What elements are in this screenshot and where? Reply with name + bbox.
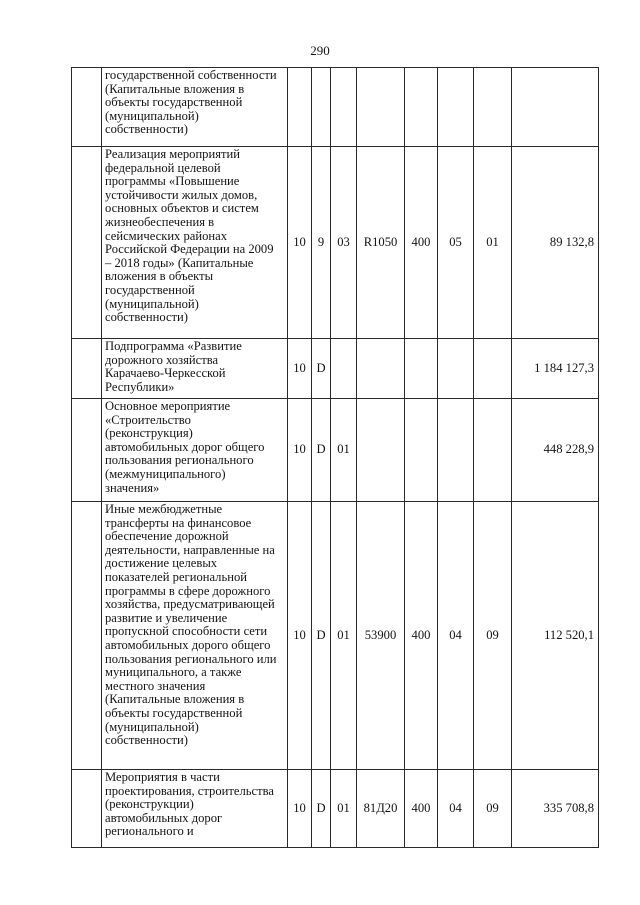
number-cell bbox=[72, 502, 102, 770]
code-cell: D bbox=[312, 502, 331, 770]
description-cell: Подпрограмма «Развитие дорожного хозяйства Карачаево-Черкесской Республики» bbox=[102, 339, 288, 399]
description-cell: Мероприятия в части проектирования, строительства (реконструкции) автомобильных дорог регионального и bbox=[102, 770, 288, 848]
description-cell: Реализация мероприятий федеральной целевой программы «Повышение устойчивости жилых домов, основных объектов и систем жизнеобеспечения в сейсмических районах Российской Федерации на 2009 – 2018 годы» (Капитальные вложения в объекты государственной (муниципальной) собственности) bbox=[102, 147, 288, 339]
amount-cell: 335 708,8 bbox=[512, 770, 599, 848]
code-cell: 04 bbox=[438, 770, 474, 848]
code-cell bbox=[474, 68, 512, 147]
code-cell bbox=[357, 68, 405, 147]
code-cell bbox=[331, 68, 357, 147]
amount-cell: 448 228,9 bbox=[512, 399, 599, 502]
description-cell: Основное мероприятие «Строительство (реконструкция) автомобильных дорог общего пользования регионального (межмуниципального) значения» bbox=[102, 399, 288, 502]
code-cell bbox=[474, 399, 512, 502]
code-cell bbox=[474, 339, 512, 399]
code-cell bbox=[438, 399, 474, 502]
code-cell: 10 bbox=[288, 502, 312, 770]
code-cell: 9 bbox=[312, 147, 331, 339]
amount-cell: 112 520,1 bbox=[512, 502, 599, 770]
code-cell bbox=[357, 339, 405, 399]
page-number: 290 bbox=[310, 43, 330, 58]
code-cell: 04 bbox=[438, 502, 474, 770]
amount-cell: 1 184 127,3 bbox=[512, 339, 599, 399]
code-cell: 01 bbox=[331, 502, 357, 770]
code-cell: D bbox=[312, 339, 331, 399]
code-cell: 400 bbox=[405, 147, 438, 339]
code-cell bbox=[357, 399, 405, 502]
code-cell bbox=[288, 68, 312, 147]
table-row bbox=[72, 770, 599, 848]
number-cell bbox=[72, 339, 102, 399]
code-cell: D bbox=[312, 399, 331, 502]
table-row bbox=[72, 147, 599, 339]
code-cell: 05 bbox=[438, 147, 474, 339]
code-cell: 10 bbox=[288, 399, 312, 502]
budget-table bbox=[71, 67, 599, 848]
code-cell: D bbox=[312, 770, 331, 848]
table-row bbox=[72, 399, 599, 502]
code-cell: 10 bbox=[288, 339, 312, 399]
code-cell: 09 bbox=[474, 770, 512, 848]
code-cell: 53900 bbox=[357, 502, 405, 770]
amount-cell bbox=[512, 68, 599, 147]
amount-cell: 89 132,8 bbox=[512, 147, 599, 339]
code-cell: 01 bbox=[331, 770, 357, 848]
description-cell: государственной собственности (Капитальные вложения в объекты государственной (муниципальной) собственности) bbox=[102, 68, 288, 147]
code-cell: 10 bbox=[288, 147, 312, 339]
code-cell: 09 bbox=[474, 502, 512, 770]
table-row bbox=[72, 339, 599, 399]
number-cell bbox=[72, 68, 102, 147]
number-cell bbox=[72, 147, 102, 339]
number-cell bbox=[72, 770, 102, 848]
code-cell: R1050 bbox=[357, 147, 405, 339]
code-cell bbox=[331, 339, 357, 399]
description-cell: Иные межбюджетные трансферты на финансовое обеспечение дорожной деятельности, направленные на достижение целевых показателей региональной программы в сфере дорожного хозяйства, предусматривающей развитие и увеличение пропускной способности сети автомобильных дорого общего пользования регионального или муниципального, а также местного значения (Капитальные вложения в объекты государственной (муниципальной) собственности) bbox=[102, 502, 288, 770]
table-row bbox=[72, 502, 599, 770]
table-row bbox=[72, 68, 599, 147]
code-cell: 01 bbox=[331, 399, 357, 502]
code-cell: 10 bbox=[288, 770, 312, 848]
code-cell: 03 bbox=[331, 147, 357, 339]
number-cell bbox=[72, 399, 102, 502]
code-cell bbox=[438, 68, 474, 147]
code-cell: 400 bbox=[405, 502, 438, 770]
code-cell: 400 bbox=[405, 770, 438, 848]
code-cell: 01 bbox=[474, 147, 512, 339]
code-cell bbox=[405, 399, 438, 502]
code-cell: 81Д20 bbox=[357, 770, 405, 848]
code-cell bbox=[312, 68, 331, 147]
code-cell bbox=[405, 339, 438, 399]
code-cell bbox=[405, 68, 438, 147]
code-cell bbox=[438, 339, 474, 399]
